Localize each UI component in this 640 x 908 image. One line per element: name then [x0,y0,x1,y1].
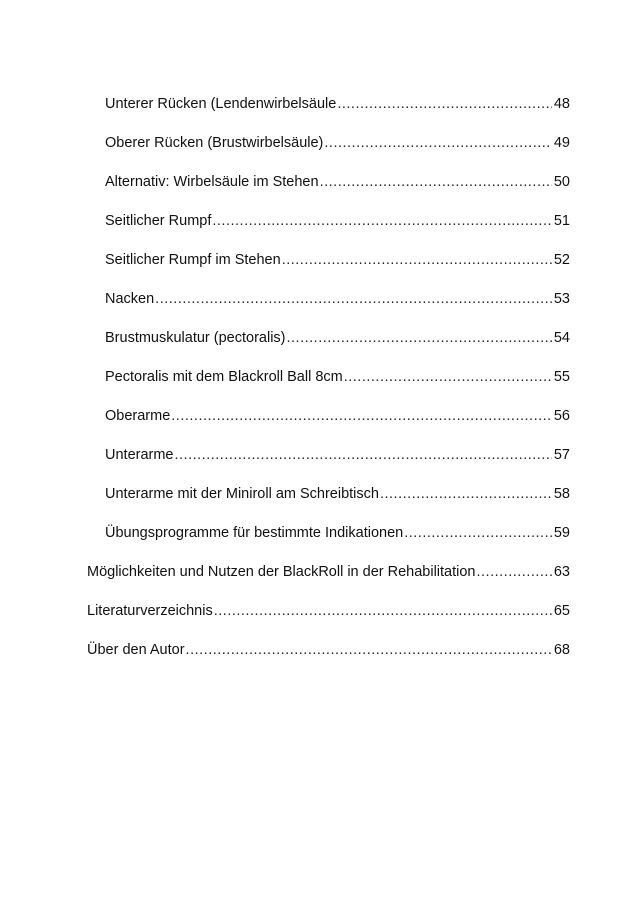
toc-entry-pectoralis-ball[interactable] [105,365,570,389]
toc-entry-title: Übungsprogramme für bestimmte Indikationen [105,525,404,541]
toc-page-number: 55 [553,369,570,385]
toc-page-number: 50 [553,174,570,190]
toc-page-number: 53 [553,291,570,307]
toc-entry-title: Seitlicher Rumpf [105,213,212,229]
toc-page-number: 63 [553,564,570,580]
toc-page-number: 68 [553,642,570,658]
toc-dot-leader [155,287,552,311]
toc-dot-leader [404,521,552,545]
toc-entry-exercise-programs[interactable] [105,521,570,545]
toc-dot-leader [477,560,552,584]
toc-dot-leader [212,209,551,233]
toc-entry-title: Unterer Rücken (Lendenwirbelsäule [105,96,337,112]
toc-page-number: 49 [553,135,570,151]
toc-entry-bibliography[interactable] [87,599,570,623]
toc-entry-forearms-miniroll[interactable] [105,482,570,506]
toc-entry-title: Oberer Rücken (Brustwirbelsäule) [105,135,324,151]
toc-page-number: 65 [553,603,570,619]
toc-entry-title: Nacken [105,291,155,307]
toc-dot-leader [287,326,552,350]
toc-page-number: 59 [553,525,570,541]
toc-entry-upper-back[interactable] [105,131,570,155]
toc-page-number: 48 [553,96,570,112]
toc-entry-neck[interactable] [105,287,570,311]
toc-entry-forearms[interactable] [105,443,570,467]
toc-dot-leader [344,365,552,389]
toc-dot-leader [214,599,552,623]
toc-dot-leader [324,131,551,155]
toc-entry-title: Brustmuskulatur (pectoralis) [105,330,286,346]
toc-entry-about-author[interactable] [87,638,570,662]
toc-entry-title: Unterarme mit der Miniroll am Schreibtisch [105,486,379,502]
toc-dot-leader [186,638,552,662]
toc-entry-title: Pectoralis mit dem Blackroll Ball 8cm [105,369,343,385]
toc-entry-upper-arms[interactable] [105,404,570,428]
toc-entry-title: Alternativ: Wirbelsäule im Stehen [105,174,319,190]
toc-dot-leader [171,404,552,428]
toc-page-number: 57 [553,447,570,463]
toc-entry-title: Oberarme [105,408,171,424]
toc-entry-title: Seitlicher Rumpf im Stehen [105,252,281,268]
toc-dot-leader [282,248,552,272]
toc-entry-title: Literaturverzeichnis [87,603,213,619]
toc-entry-chest-muscles[interactable] [105,326,570,350]
toc-page-number: 54 [553,330,570,346]
toc-entry-title: Über den Autor [87,642,185,658]
toc-dot-leader [380,482,552,506]
toc-entry-spine-standing[interactable] [105,170,570,194]
toc-page-number: 58 [553,486,570,502]
toc-entry-lateral-trunk-standing[interactable] [105,248,570,272]
toc-dot-leader [320,170,552,194]
toc-page-number: 56 [553,408,570,424]
toc-entry-lateral-trunk[interactable] [105,209,570,233]
toc-dot-leader [337,92,552,116]
toc-page-number: 51 [553,213,570,229]
toc-entry-lower-back[interactable] [105,92,570,116]
toc-entry-rehabilitation[interactable] [87,560,570,584]
toc-entry-title: Möglichkeiten und Nutzen der BlackRoll in der Rehabilitation [87,564,476,580]
toc-page-number: 52 [553,252,570,268]
toc-dot-leader [175,443,552,467]
toc-entry-title: Unterarme [105,447,174,463]
